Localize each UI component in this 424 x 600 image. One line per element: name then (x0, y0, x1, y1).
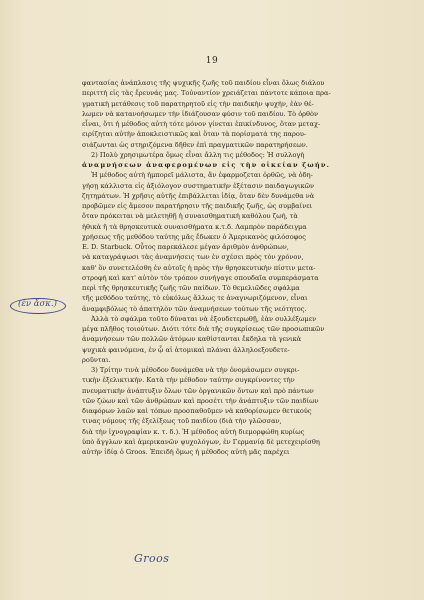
text-line: ἀναμνήσεων τῶν πολλῶν ἀτόμων καθίστανται ἔκδηλα τὰ γενικὰ (82, 335, 302, 344)
text-line: ὑπὸ ἄγγλων καὶ ἀμερικανῶν ψυχολόγων, ἐν Γερμανίᾳ δὲ μετεχειρίσθη (82, 437, 320, 446)
text-line: ἀναμφιβόλως τὸ ἀπατηλὸν τῶν ἀναμνήσεων τούτων τῆς νεότητος. (82, 304, 307, 313)
text-line: ειρίζηται αὐτὴν ἀποκλειστικῶς καὶ ὅταν τὰ πορίσματά της παρου- (82, 130, 307, 139)
text-line: 2) Πολὺ χρησιμωτέρα ὅμως εἶναι ἄλλη τις μέθοδος: Ἡ συλλογὴ (91, 150, 305, 159)
text-line: Ἡ μέθοδος αὐτὴ ἠμπορεῖ μάλιστα, ἂν ἐφαρμοζεται ὀρθῶς, νὰ ὁδη- (91, 171, 313, 180)
text-line: καθ' ὃν συνετελέσθη ἐν αὐτοῖς ἡ πρὸς τὴν θρησκευτικὴν πίστιν μετα- (82, 263, 316, 272)
margin-note-text: (ἐν ἄσκ.) (18, 299, 57, 309)
text-line: νὰ καταγράψωσι τὰς ἀναμνήσεις των ἐν σχέσει πρὸς τὸν χρόνον, (82, 253, 304, 262)
text-line: ροῦνται. (82, 355, 111, 364)
text-line: διὰ τὴν ἰχνογραφίαν κ. τ. δ.). Ἡ μέθοδος αὐτὴ διεμορφώθη κυρίως (82, 427, 305, 436)
text-line: γήσῃ κάλλιστα εἰς ἀξιόλογον συστηματικὴν ἐξέτασιν παιδαγωγικῶν (82, 181, 315, 190)
text-line: φαντασίας ἀνάπλασις τῆς ψυχικῆς ζωῆς τοῦ παιδίου εἶναι ὅλως διάλου (82, 79, 325, 87)
text-line: λωμεν νὰ κατανοήσωμεν τὴν ἰδιάζουσαν φύσιν τοῦ παιδίου. Τὸ ὀρθὸν (82, 109, 319, 118)
text-line: τῶν ζώων καὶ τῶν ἀνθρώπων καὶ προσέτι τὴν ἀνάπτυξιν τῶν παιδίων (82, 396, 319, 405)
text-line: πνευματικὴν ἀνάπτυξιν ὅλων τῶν ὀργανικῶν ὄντων καὶ πρὸ πάντων (82, 386, 314, 395)
body-text (82, 78, 372, 457)
text-line-starbuck: E. D. Starbuck. Οὗτος παρεκάλεσε μέγαν ἀριθμὸν ἀνθρώπων, (82, 243, 289, 251)
text-line-emphasis: ἀναμνήσεων ἀναφερομένων εἰς τὴν οἰκείαν ζωήν. (82, 161, 331, 169)
text-line: αὐτὴν ἰδίᾳ ὁ Groos. Ἐπειδὴ ὅμως ἡ μέθοδος αὐτὴ μᾶς παρέχει (82, 448, 290, 456)
handwritten-margin-note (10, 298, 70, 320)
page-number: 19 (205, 56, 219, 66)
text-line: προβῶμεν εἰς ἄμεσον παρατήρησιν τῆς παιδικῆς ζωῆς, ὡς συμβαίνει (82, 202, 313, 210)
text-line: στροφή καὶ κατ' αὐτὸν τὸν τρόπον συνήγαγε σπουδαῖα συμπεράσματα (82, 273, 319, 282)
text-line: σιάζωνται ὡς στηριζόμενα δῆθεν ἐπὶ πραγματικῶν παρατηρήσεων. (82, 140, 308, 149)
handwritten-groos-annotation: Groos (134, 552, 170, 565)
text-line: ἠθικὰ ἢ τὰ θρησκευτικὰ συναισθήματα κ.τ.δ. Λαμπρὸν παράδειγμα (82, 222, 307, 231)
text-line: μέγα πλῆθος τοιούτων. Διότι τότε διὰ τῆς συγκρίσεως τῶν προσωπικῶν (82, 325, 325, 333)
text-line: ζητημάτων. Ἡ χρῆσις αὐτῆς ἐπιβάλλεται ἰδίᾳ, ὅταν δὲν δυνάμεθα νὰ (82, 191, 315, 200)
text-line: τῆς μεθόδου ταύτης, τὸ εὐκόλως ἄλλως τε ἀναγνωριζόμενον, εἶναι (82, 294, 308, 303)
text-line: χρήσεως τῆς μεθόδου ταύτης μᾶς ἔδωκεν ὁ Ἀμερικανὸς φιλόσοφος (82, 232, 306, 241)
text-line: τικὴν ἐξελικτικήν. Κατὰ τὴν μέθοδον ταύτην συγκρίνοντες τὴν (82, 376, 295, 385)
text-line: γματικὴ μετάθεσις τοῦ παρατηρητοῦ εἰς τὴν παιδικὴν ψυχήν, ἐὰν θέ- (82, 99, 314, 108)
text-line: ψυχικὰ φαινόμενα, ἐν ᾧ αἱ ἀτομικαὶ πλάναι ἀλληλοεξουδετε- (82, 345, 290, 354)
text-line: εἶναι, ὅτι ἡ μέθοδος αὐτὴ τότε μόνον γίνεται ἐπικίνδυνος, ὅταν μεταχ- (82, 120, 321, 128)
text-line: περὶ τῆς θρησκευτικῆς ζωῆς τῶν παίδων. Τὸ θεμελιῶδες σφάλμα (82, 284, 300, 292)
text-line: διαφόρων λαῶν καὶ τόπων προσπαθοῦμεν νὰ καθορίσωμεν θετικούς (82, 407, 312, 415)
text-line: ὅταν πρόκειται νὰ μελετηθῇ ἡ συναισθηματικὴ καθόλου ζωή, τὰ (82, 212, 298, 221)
text-line: 3) Τρίτην τινὰ μέθοδον δυνάμεθα νὰ τὴν ὀνομάσωμεν συγκρι- (91, 366, 300, 374)
text-line: περιττὴ εἰς τὰς ἔρευνάς μας. Τοὐναντίον χρειάζεται πάντοτε κάποια πρα- (82, 89, 331, 98)
text-line: τινας νόμους τῆς ἐξελίξεως τοῦ παιδίου (διὰ τὴν γλῶσσαν, (82, 417, 282, 426)
text-line: Ἀλλὰ τὸ σφάλμα τοῦτο δύναται νὰ ἐξουδετερωθῇ, ἐὰν συλλέξωμεν (91, 314, 317, 323)
